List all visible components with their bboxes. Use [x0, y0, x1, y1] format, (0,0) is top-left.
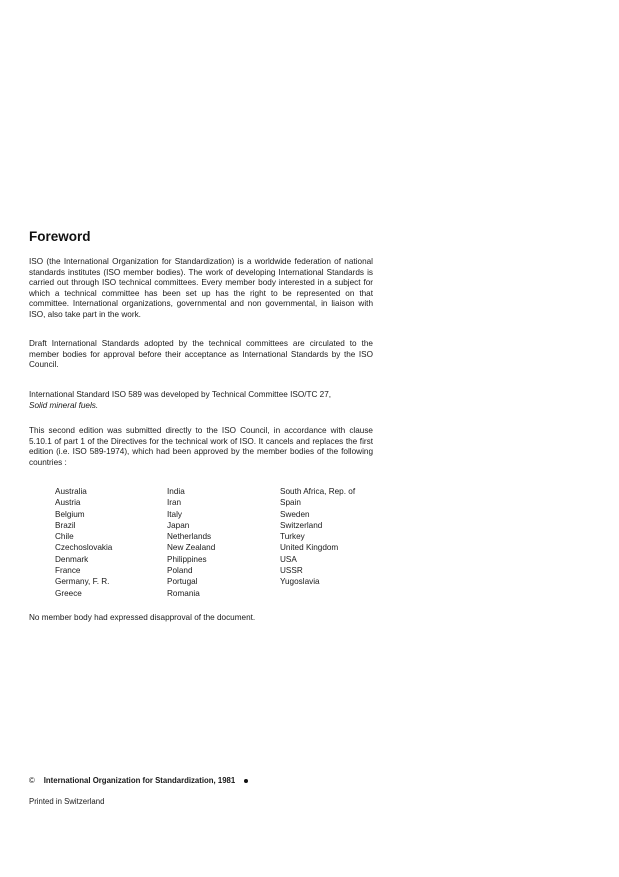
- country-item: Iran: [167, 498, 182, 508]
- country-item: France: [55, 566, 81, 576]
- copyright-text: International Organization for Standardization, 1981: [43, 776, 236, 785]
- country-column-1: [55, 486, 167, 599]
- country-item: Greece: [55, 588, 82, 598]
- country-item: Germany, F. R.: [55, 577, 110, 587]
- country-item: Czechoslovakia: [55, 543, 113, 553]
- country-item: New Zealand: [167, 543, 216, 553]
- paragraph-5: No member body had expressed disapproval of the document.: [29, 613, 256, 622]
- paragraph-3-text: International Standard ISO 589 was developed by Technical Committee ISO/TC 27,: [29, 390, 332, 399]
- page-title: Foreword: [29, 229, 91, 244]
- country-column-2: [167, 486, 280, 599]
- country-item: Netherlands: [167, 532, 212, 542]
- country-item: Poland: [167, 566, 193, 576]
- paragraph-3: [29, 390, 373, 411]
- country-item: Spain: [280, 498, 301, 508]
- printed-in-note: Printed in Switzerland: [29, 797, 105, 806]
- country-item: Philippines: [167, 554, 207, 564]
- paragraph-1: ISO (the International Organization for Standardization) is a worldwide federation of national standards institutes (ISO member bodies). The work of developing International Standards is carried out through ISO technical committees. Every member body interested in a subject for which a technical committee has been set up has the right to be represented on that committee. International organizations, governmental and non governmental, in liaison with ISO, also take part in the work.: [29, 257, 373, 319]
- copyright-line: [29, 776, 248, 785]
- country-item: Turkey: [280, 532, 305, 542]
- country-item: Denmark: [55, 554, 89, 564]
- paragraph-4: This second edition was submitted directly to the ISO Council, in accordance with clause 5.10.1 of part 1 of the Directives for the technical work of ISO. It cancels and replaces the first edition (i.e. ISO 589-1974), which had been approved by the member bodies of the following countries :: [29, 426, 373, 467]
- country-item: USA: [280, 554, 297, 564]
- country-item: Australia: [55, 487, 87, 496]
- country-item: United Kingdom: [280, 543, 339, 553]
- copyright-symbol: ©: [29, 776, 35, 785]
- country-item: Japan: [167, 520, 190, 530]
- country-item: Portugal: [167, 577, 198, 587]
- country-item: Switzerland: [280, 520, 323, 530]
- bullet-icon: [244, 779, 248, 783]
- country-column-3: [280, 486, 385, 599]
- country-item: Romania: [167, 588, 200, 598]
- country-item: Austria: [55, 498, 81, 508]
- country-item: India: [167, 487, 185, 496]
- country-item: Italy: [167, 509, 183, 519]
- paragraph-3-italic: Solid mineral fuels.: [29, 400, 99, 410]
- country-list: [55, 486, 385, 599]
- country-item: Sweden: [280, 509, 310, 519]
- country-item: Brazil: [55, 520, 76, 530]
- paragraph-2: Draft International Standards adopted by the technical committees are circulated to the member bodies for approval before their acceptance as International Standards by the ISO Council.: [29, 339, 373, 370]
- country-item: Yugoslavia: [280, 577, 320, 587]
- country-item: Chile: [55, 532, 74, 542]
- country-item: USSR: [280, 566, 303, 576]
- country-item: Belgium: [55, 509, 85, 519]
- country-item: South Africa, Rep. of: [280, 487, 356, 496]
